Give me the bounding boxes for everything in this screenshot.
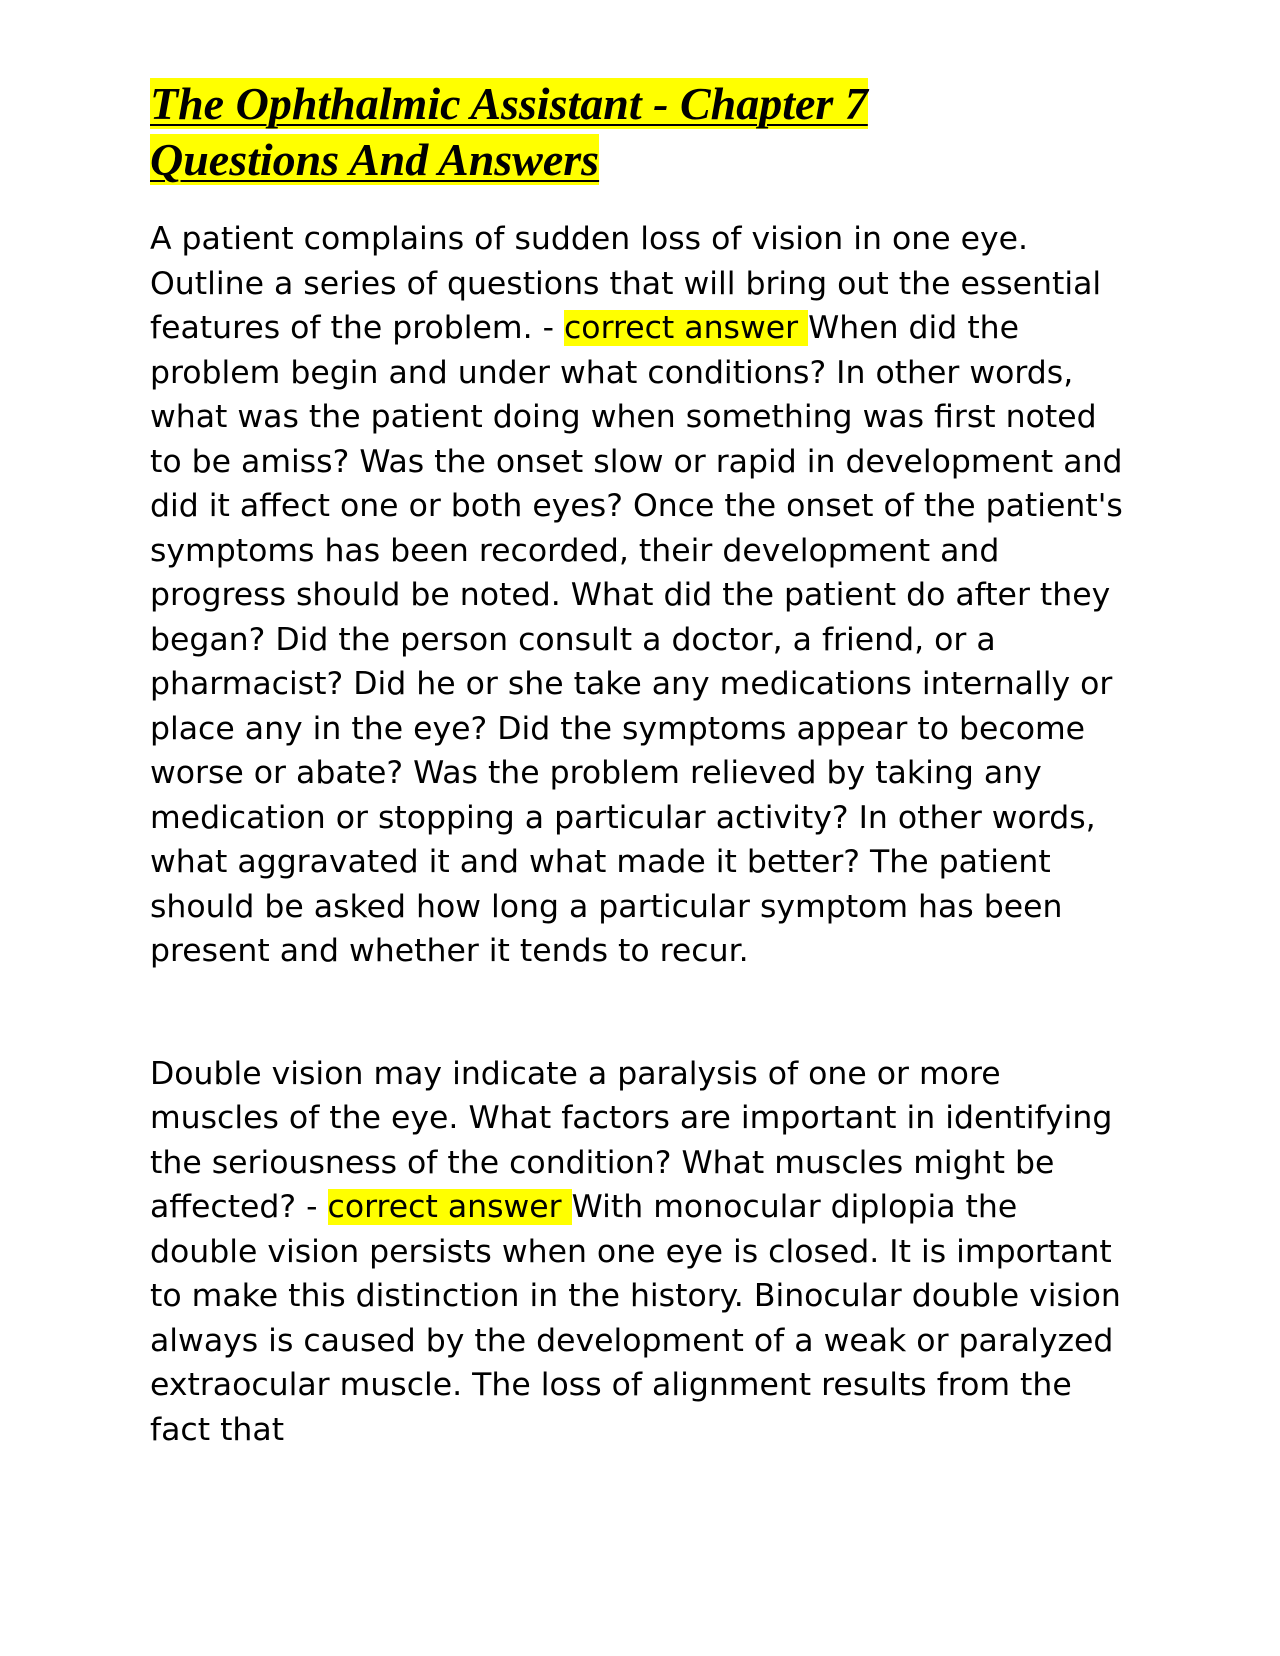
document-page [150,76,1130,1452]
question-text: Double vision may indicate a paralysis of one or more muscles of the eye. What factors are important in identifying the seriousness of the condition? What muscles might be affected? - [150,1055,1113,1225]
qa-item-2 [150,1052,1130,1453]
answer-text: With monocular diplopia the double vision persists when one eye is closed. It is important to make this distinction in the history. Binocular double vision always is caused by the development of a weak or paralyzed extraocular muscle. The loss of alignment results from the fact that [150,1189,1121,1448]
qa-item-1 [150,217,1130,974]
document-title [150,76,1130,188]
title-line-1: The Ophthalmic Assistant - Chapter 7 [150,78,868,129]
correct-answer-label: correct answer [563,310,809,346]
question-text: A patient complains of sudden loss of vision in one eye. Outline a series of questions that will bring out the essential features of the problem. - [150,221,1102,346]
answer-text: When did the problem begin and under what conditions? In other words, what was the patient doing when something was first noted to be amiss? Was the onset slow or rapid in development and did it affect one or both eyes? Once the onset of the patient's symptoms has been recorded, their development and progress should be noted. What did the patient do after they began? Did the person consult a doctor, a friend, or a pharmacist? Did he or she take any medications internally or place any in the eye? Did the symptoms appear to become worse or abate? Was the problem relieved by taking any medication or stopping a particular activity? In other words, what aggravated it and what made it better? The patient should be asked how long a particular symptom has been present and whether it tends to recur. [150,310,1123,969]
title-line-2: Questions And Answers [150,134,600,185]
correct-answer-label: correct answer [327,1189,572,1225]
